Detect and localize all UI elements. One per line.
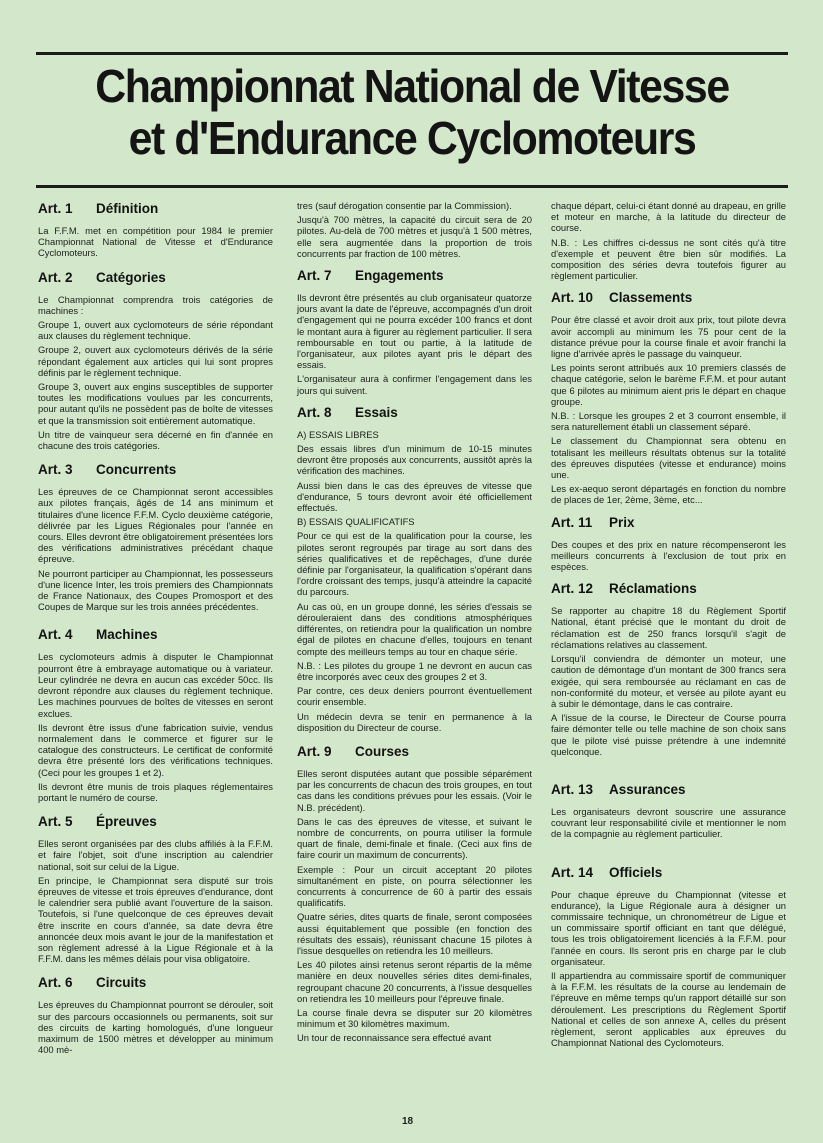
article-heading — [297, 404, 532, 422]
paragraph: Le Championnat comprendra trois catégories de machines : — [38, 293, 273, 316]
article-number: Art. 8 — [297, 404, 332, 420]
article-title: Engagements — [355, 268, 444, 284]
paragraph: A l'issue de la course, le Directeur de Course pourra faire démonter telle ou telle machine de son choix sans que le pilote visé puisse prétendre à une indemnité quelconque. — [551, 712, 786, 757]
article-number: Art. 3 — [38, 462, 73, 478]
paragraph: Par contre, ces deux deniers pourront éventuellement courir ensemble. — [297, 685, 532, 708]
paragraph: Le classement du Championnat sera obtenu en totalisant les meilleurs résultats obtenus sur la totalité des épreuves disputées (vitesse et endurance) moins une. — [551, 435, 786, 481]
paragraph: N.B. : Les chiffres ci-dessus ne sont cités qu'à titre d'exemple et peuvent être bien sûr modifiés. La composition des séries devra toutefois figurer au règlement particulier. — [551, 236, 786, 282]
article-number: Art. 7 — [297, 268, 332, 284]
article-number: Art. 2 — [38, 269, 73, 285]
article-number: Art. 1 — [38, 201, 73, 216]
title-line-1: Championnat National de Vitesse — [95, 60, 729, 112]
article-title: Machines — [96, 627, 158, 643]
paragraph: Groupe 2, ouvert aux cyclomoteurs dérivés de la série répondant également aux articles qui lui sont propres définis par le règlement technique. — [38, 344, 273, 378]
paragraph: N.B. : Les pilotes du groupe 1 ne devront en aucun cas être incorporés avec ceux des groupes 2 et 3. — [297, 659, 532, 682]
article-number: Art. 14 — [551, 864, 594, 880]
article — [551, 781, 786, 840]
article — [297, 200, 532, 259]
article — [551, 580, 786, 757]
article-number: Art. 5 — [38, 814, 73, 830]
article-number: Art. 11 — [551, 514, 593, 530]
article-title: Assurances — [609, 781, 686, 797]
article-title: Réclamations — [609, 581, 697, 597]
paragraph: Dans le cas des épreuves de vitesse, et suivant le nombre de concurrents, on pourra utiliser la formule quart de finale, demi-finale et finale. (Ceci aux fins de faire courir un maximum de concurrents). — [297, 815, 532, 861]
article-heading — [551, 781, 786, 799]
article — [297, 404, 532, 733]
article-heading — [38, 813, 273, 831]
article-title: Prix — [609, 514, 635, 530]
article-number: Art. 4 — [38, 627, 73, 643]
article-heading — [551, 289, 786, 307]
paragraph: tres (sauf dérogation consentie par la Commission). — [297, 200, 512, 211]
column-1 — [38, 200, 273, 1061]
paragraph: Pour chaque épreuve du Championnat (vitesse et endurance), la Ligue Régionale aura à désigner un commissaire technique, un chronométreur de Ligue et un commissaire sportif officiant en tant que délégué, tous les trois obligatoirement licenciés à la F.F.M. pour l'année en cours. Ils seront pris en charge par le club organisateur. — [551, 888, 786, 967]
article-heading — [551, 580, 786, 598]
paragraph: Les organisateurs devront souscrire une assurance couvrant leur responsabilité civile et mentionner le nom de la compagnie au règlement particulier. — [551, 805, 786, 840]
article-heading — [551, 864, 786, 882]
paragraph: Les ex-aequo seront départagés en fonction du nombre de places de 1er, 2ème, 3ème, etc... — [551, 483, 786, 506]
paragraph: Quatre séries, dites quarts de finale, seront composées aussi équitablement que possible (en fonction des résultats des essais), réunissant chacune 15 pilotes à l'issue desquelles on retiendra les 10 meilleurs. — [297, 911, 532, 956]
article-number: Art. 6 — [38, 975, 73, 991]
paragraph: Ne pourront participer au Championnat, les possesseurs d'une licence Inter, les trois premiers des Championnats de France Nationaux, des Coupes Promosport et des Coupes de Marque sur les trois années précédentes. — [38, 567, 273, 613]
article-title: Définition — [96, 201, 159, 216]
paragraph: Pour être classé et avoir droit aux prix, tout pilote devra avoir accompli au minimum les 75 pour cent de la distance prévue pour la course finale et avoir franchi la ligne d'arrivée après le passage du vainqueur. — [551, 314, 786, 360]
paragraph: N.B. : Lorsque les groupes 2 et 3 courront ensemble, il sera naturellement établi un classement séparé. — [551, 410, 786, 433]
page-title — [62, 60, 761, 164]
paragraph: Les points seront attribués aux 10 premiers classés de chaque catégorie, selon le barème F.F.M. et pour autant que 6 pilotes au minimum aient pris le départ en chaque groupe. — [551, 362, 786, 407]
article-number: Art. 10 — [551, 290, 594, 306]
paragraph: Se rapporter au chapitre 18 du Règlement Sportif National, étant précisé que le montant du droit de réclamation est de 250 francs lorsqu'il s'agit de réclamations relatives au classement. — [551, 605, 786, 650]
paragraph: La F.F.M. met en compétition pour 1984 le premier Championnat National de Vitesse et d'Endurance Cyclomoteurs. — [38, 225, 273, 259]
paragraph: Un tour de reconnaissance sera effectué avant — [297, 1032, 492, 1044]
paragraph: Les 40 pilotes ainsi retenus seront répartis de la même manière en deux nouvelles séries dites demi-finales, regroupant chacune 20 concurrents, à l'issue desquelles on retiendra les 10 meilleurs pour l'épreuve finale. — [297, 959, 532, 1004]
page-number: 18 — [402, 1116, 414, 1127]
article-heading — [551, 514, 786, 532]
bottom-rule — [36, 185, 788, 188]
article-title: Essais — [355, 404, 398, 420]
article-title: Courses — [355, 743, 410, 759]
paragraph: Ils devront être munis de trois plaques réglementaires portant le numéro de course. — [38, 780, 273, 803]
paragraph: Elles seront disputées autant que possible séparément par les concurrents de chacun des trois groupes, en tout cas dans les conditions prévues pour les essais. (Voir le N.B. précédent). — [297, 767, 532, 813]
paragraph: Un titre de vainqueur sera décerné en fin d'année en chacune des trois catégories. — [38, 428, 273, 452]
article-heading — [38, 461, 273, 479]
paragraph: chaque départ, celui-ci étant donné au drapeau, en grille et moteur en marche, à la latitude du directeur de course. — [551, 200, 786, 234]
top-rule — [36, 52, 788, 55]
paragraph: A) ESSAIS LIBRES — [297, 428, 379, 440]
column-3 — [551, 200, 786, 1054]
article-title: Épreuves — [96, 814, 157, 830]
article — [38, 461, 273, 612]
article — [297, 743, 532, 1044]
article-number: Art. 12 — [551, 581, 594, 597]
article — [551, 289, 786, 505]
paragraph: Les épreuves du Championnat pourront se dérouler, soit sur des parcours occasionnels ou permanents, soit sur des circuits de karting homologués, d'une longueur maximum de 1500 mètres et développer au minimum 400 mè- — [38, 999, 273, 1056]
article-heading — [297, 267, 532, 285]
article-title: Classements — [609, 290, 693, 306]
article-number: Art. 9 — [297, 743, 332, 759]
article-title: Concurrents — [96, 462, 177, 478]
paragraph: Il appartiendra au commissaire sportif de communiquer à la F.F.M. les résultats de la course au lendemain de l'épreuve en même temps qu'un rapport détaillé sur son déroulement. Les prescriptions du Règlement Sportif National et celles de son annexe A, celles du présent règlement, seront applicables aux épreuves du Championnat National des Cyclomoteurs. — [551, 969, 786, 1049]
paragraph: Aussi bien dans le cas des épreuves de vitesse que d'endurance, 5 tours devront avoir été officiellement effectués. — [297, 479, 532, 514]
paragraph: Des coupes et des prix en nature récompenseront les meilleurs concurrents à l'exclusion de tout prix en espèces. — [551, 538, 786, 573]
article-number: Art. 13 — [551, 781, 594, 797]
paragraph: La course finale devra se disputer sur 20 kilomètres minimum et 30 kilomètres maximum. — [297, 1006, 532, 1030]
paragraph: Les épreuves de ce Championnat seront accessibles aux pilotes français, âgés de 14 ans minimum et titulaires d'une licence F.F.M. Cyclo deuxième catégorie, délivrée par les Ligues Régionales pour l'année en cours. Elles devront être obligatoirement présentées lors des vérifications administratives précédant chaque épreuve. — [38, 486, 273, 565]
paragraph: En principe, le Championnat sera disputé sur trois épreuves de vitesse et trois épreuves d'endurance, dont le calendrier sera publié avant l'ouverture de la saison. Toutefois, si l'une quelconque de ces épreuves devait être inscrite en cours d'année, sa date devra être annoncée deux mois avant le jour de la manifestation et son règlement adressé à la Ligue Régionale et à la F.F.M. dans les mêmes délais pour visa obligatoire. — [38, 874, 273, 965]
title-line-2: et d'Endurance Cyclomoteurs — [128, 112, 696, 164]
paragraph: Ils devront être présentés au club organisateur quatorze jours avant la date de l'épreuve, accompagnés d'un droit d'engagement qui ne pourra excéder 100 francs et dont le montant aura à figurer au règlement particulier. Il sera remboursable en tout ou partie, à la latitude de l'organisateur, aux pilotes ayant pris le départ des essais. — [297, 292, 532, 371]
article — [38, 626, 273, 803]
article-heading — [38, 200, 273, 218]
article-heading — [38, 269, 273, 287]
article — [297, 267, 532, 396]
article — [551, 514, 786, 573]
paragraph: B) ESSAIS QUALIFICATIFS — [297, 516, 415, 528]
article-title: Circuits — [96, 975, 147, 991]
article-heading — [38, 974, 273, 992]
paragraph: Jusqu'à 700 mètres, la capacité du circuit sera de 20 pilotes. Au-delà de 700 mètres et jusqu'à 1 500 mètres, elle sera augmentée dans la proportion de trois concurrents par fraction de 100 mètres. — [297, 214, 532, 259]
paragraph: Ils devront être issus d'une fabrication suivie, vendus normalement dans le commerce et figurer sur le catalogue des constructeurs. Le certificat de conformité devra être présenté lors des vérifications techniques. (Ceci pour les groupes 1 et 2). — [38, 721, 273, 778]
paragraph: Des essais libres d'un minimum de 10-15 minutes devront être proposés aux concurrents, aussitôt après la vérification des machines. — [297, 443, 532, 477]
paragraph: L'organisateur aura à confirmer l'engagement dans les jours qui suivent. — [297, 373, 532, 396]
article-title: Catégories — [96, 269, 166, 285]
article-title: Officiels — [609, 864, 663, 880]
paragraph: Exemple : Pour un circuit acceptant 20 pilotes simultanément en piste, on pourra sélectionner les concurrents à concurrence de 60 à partir des essais qualificatifs. — [297, 863, 532, 909]
paragraph: Elles seront organisées par des clubs affiliés à la F.F.M. et faire l'objet, soit d'une inscription au calendrier national, soit sur celui de la Ligue. — [38, 838, 273, 872]
article — [38, 974, 273, 1055]
paragraph: Groupe 1, ouvert aux cyclomoteurs de série répondant aux clauses du règlement technique. — [38, 319, 273, 342]
article — [551, 200, 786, 281]
paragraph: Groupe 3, ouvert aux engins susceptibles de supporter toutes les modifications voulues par les concurrents, pour autant qu'ils ne possèdent pas de boîte de vitesses et que la transmission soit entièrement automatique. — [38, 381, 273, 426]
article — [551, 864, 786, 1049]
column-2 — [297, 200, 532, 1050]
article-heading — [297, 743, 532, 761]
article — [38, 200, 273, 259]
paragraph: Un médecin devra se tenir en permanence à la disposition du Directeur de course. — [297, 710, 532, 733]
paragraph: Les cyclomoteurs admis à disputer le Championnat pourront être à embrayage automatique ou à variateur. Leur cylindrée ne devra en aucun cas excéder 50cc. Ils devront répondre aux clauses du règlement technique. Les machines pourvues de boîtes de vitesses en seront exclues. — [38, 651, 273, 719]
paragraph: Au cas où, en un groupe donné, les séries d'essais se dérouleraient dans des conditions atmosphériques différentes, on retiendra pour la qualification un nombre égal de pilotes en chacune d'elles, toujours en tenant compte des meilleurs temps au tour en chaque série. — [297, 600, 532, 657]
article-heading — [38, 626, 273, 644]
paragraph: Lorsqu'il conviendra de démonter un moteur, une caution de démontage d'un montant de 300 francs sera exigée, qui sera remboursée au réclamant en cas de non-conformité du moteur, et versée au pilote ayant eu à subir le démontage, dans le cas contraire. — [551, 653, 786, 709]
article — [38, 269, 273, 452]
paragraph: Pour ce qui est de la qualification pour la course, les pilotes seront regroupés par tirage au sort dans des séries qualificatives et de repêchages, d'une durée définie par l'organisateur, la qualification s'opérant dans l'ordre croissant des temps, jusqu'à atteindre la capacité du parcours. — [297, 530, 532, 598]
article — [38, 813, 273, 964]
